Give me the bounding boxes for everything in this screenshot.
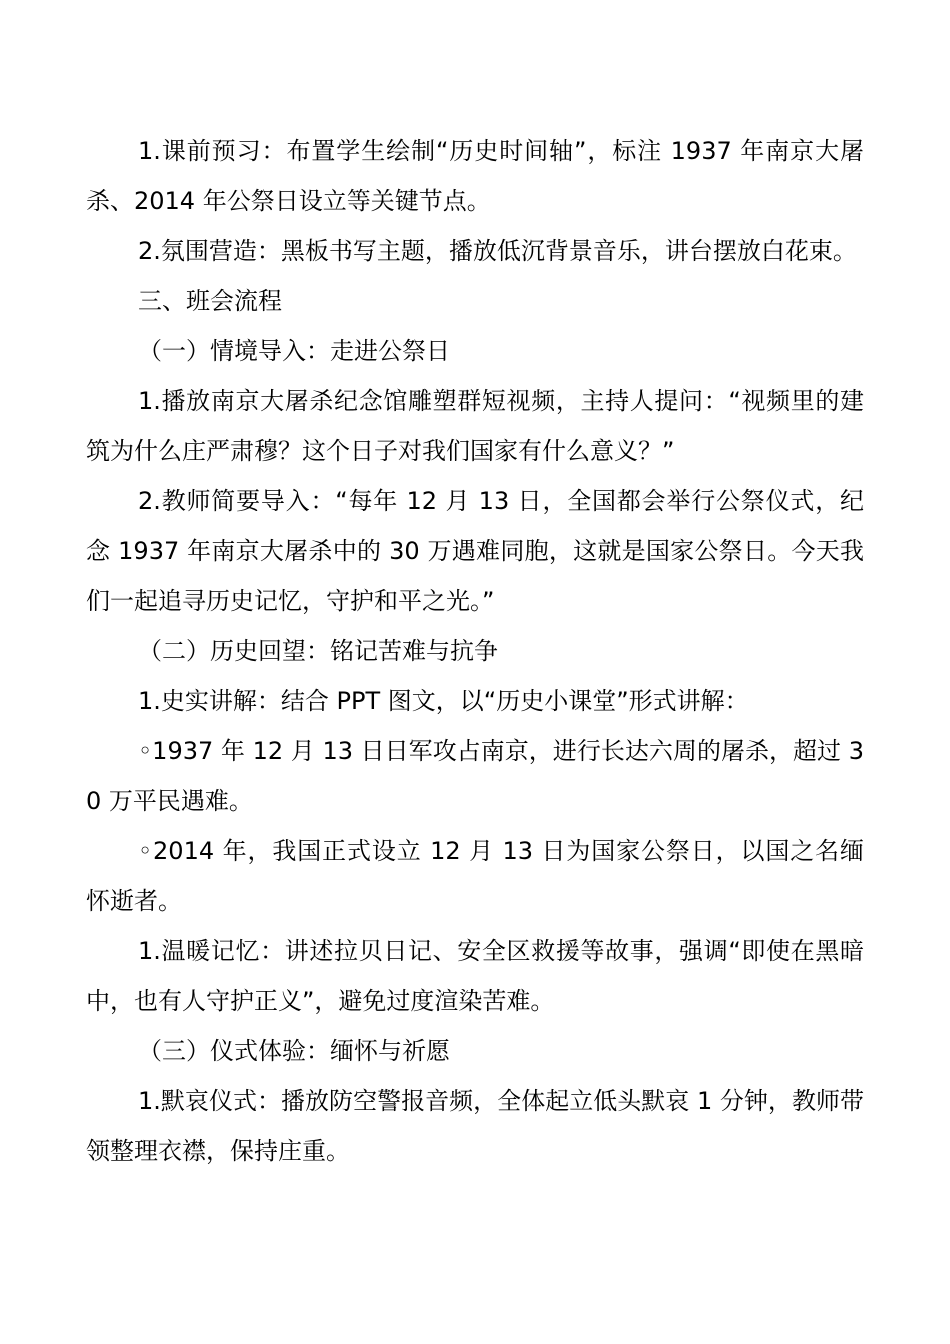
bullet-2014: ◦2014 年，我国正式设立 12 月 13 日为国家公祭日，以国之名缅怀逝者。 (86, 837, 864, 915)
subsection-heading-history: （二）历史回望：铭记苦难与抗争 (138, 637, 498, 665)
paragraph-warm-memory: 1.温暖记忆：讲述拉贝日记、安全区救援等故事，强调“即使在黑暗中，也有人守护正义”，避免过度渲染苦难。 (86, 937, 864, 1015)
paragraph-prep-timeline: 1.课前预习：布置学生绘制“历史时间轴”，标注 1937 年南京大屠杀、2014 年公祭日设立等关键节点。 (86, 137, 864, 215)
subsection-heading-ceremony: （三）仪式体验：缅怀与祈愿 (138, 1037, 450, 1065)
section-heading-process: 三、班会流程 (138, 287, 282, 315)
subsection-heading-intro: （一）情境导入：走进公祭日 (138, 337, 450, 365)
paragraph-history-lecture: 1.史实讲解：结合 PPT 图文，以“历史小课堂”形式讲解： (138, 687, 749, 715)
paragraph-silence-ceremony: 1.默哀仪式：播放防空警报音频，全体起立低头默哀 1 分钟，教师带领整理衣襟，保持庄重。 (86, 1087, 864, 1165)
paragraph-intro-video: 1.播放南京大屠杀纪念馆雕塑群短视频，主持人提问：“视频里的建筑为什么庄严肃穆？这个日子对我们国家有什么意义？” (86, 387, 864, 465)
paragraph-prep-atmosphere: 2.氛围营造：黑板书写主题，播放低沉背景音乐，讲台摆放白花束。 (138, 237, 857, 265)
document-body (86, 126, 864, 1176)
paragraph-intro-teacher: 2.教师简要导入：“每年 12 月 13 日，全国都会举行公祭仪式，纪念 1937 年南京大屠杀中的 30 万遇难同胞，这就是国家公祭日。今天我们一起追寻历史记忆，守护和平之光。” (86, 487, 864, 615)
bullet-1937: ◦1937 年 12 月 13 日日军攻占南京，进行长达六周的屠杀，超过 30 万平民遇难。 (86, 737, 864, 815)
